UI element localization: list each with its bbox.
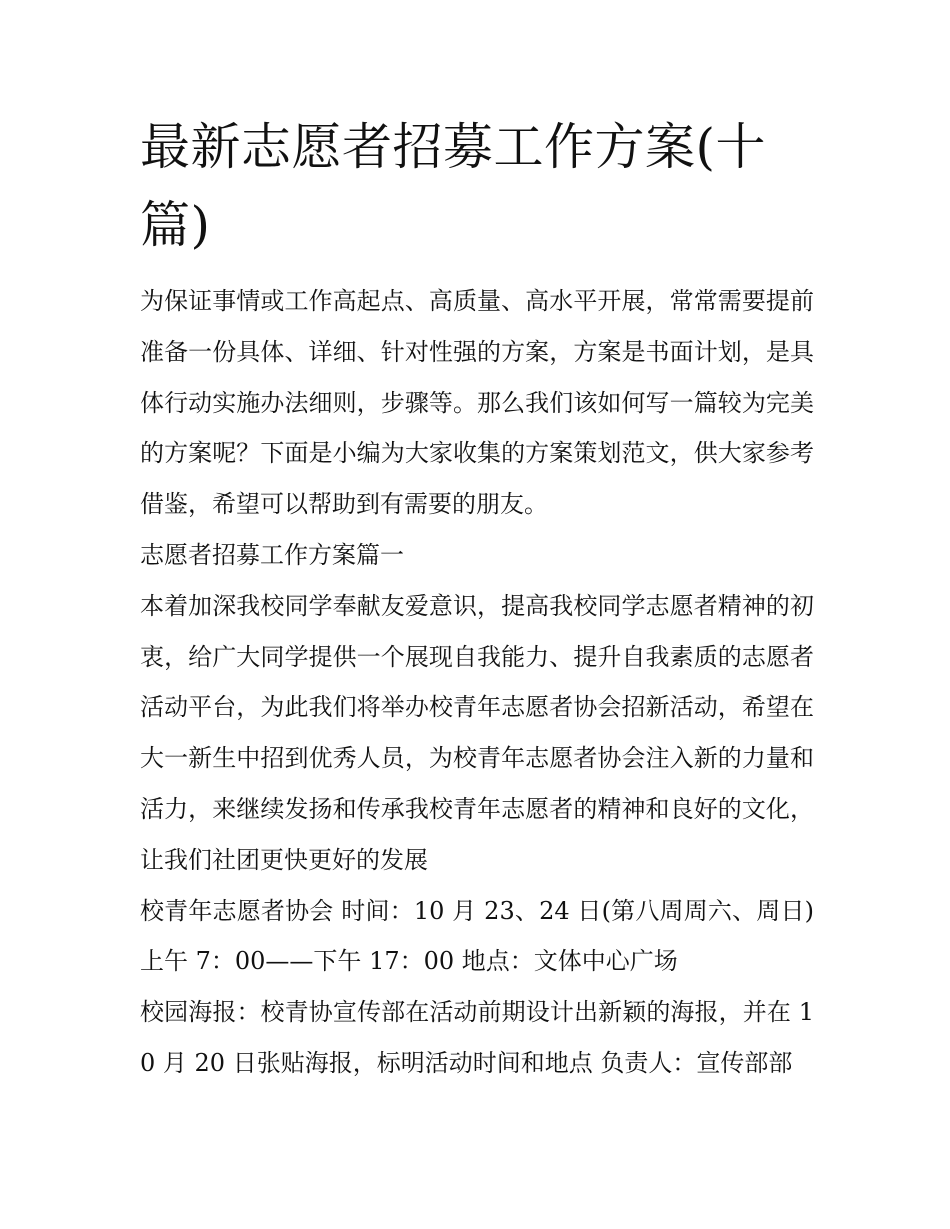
intro-paragraph: 为保证事情或工作高起点、高质量、高水平开展，常常需要提前准备一份具体、详细、针对性强的方案，方案是书面计划，是具体行动实施办法细则，步骤等。那么我们该如何写一篇较为完美的方案呢？下面是小编为大家收集的方案策划范文，供大家参考借鉴，希望可以帮助到有需要的朋友。 xyxy=(140,287,814,519)
document-page xyxy=(140,108,814,1089)
time-place-paragraph: 校青年志愿者协会 时间：10 月 23、24 日(第八周周六、周日)上午 7：00——下午 17：00 地点：文体中心广场 xyxy=(140,896,814,976)
purpose-paragraph: 本着加深我校同学奉献友爱意识，提高我校同学志愿者精神的初衷，给广大同学提供一个展现自我能力、提升自我素质的志愿者活动平台，为此我们将举办校青年志愿者协会招新活动，希望在大一新生中招到优秀人员，为校青年志愿者协会注入新的力量和活力，来继续发扬和传承我校青年志愿者的精神和良好的文化，让我们社团更快更好的发展 xyxy=(140,591,814,874)
section-heading-1: 志愿者招募工作方案篇一 xyxy=(140,540,404,569)
document-title: 最新志愿者招募工作方案(十篇) xyxy=(140,118,767,254)
poster-paragraph: 校园海报：校青协宣传部在活动前期设计出新颖的海报，并在 10 月 20 日张贴海报，标明活动时间和地点 负责人：宣传部部 xyxy=(140,998,814,1077)
